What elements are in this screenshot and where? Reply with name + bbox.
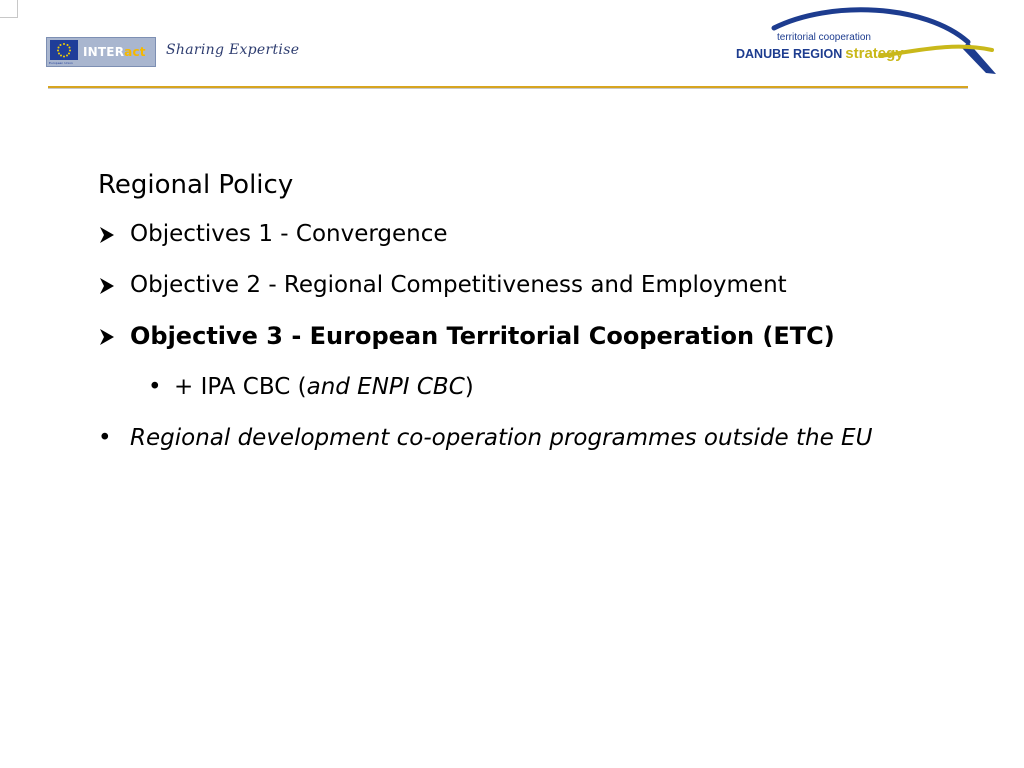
danube-region-strategy-logo (730, 6, 1000, 78)
slide-content (98, 168, 978, 475)
interact-wordmark-inter: INTER (83, 45, 125, 59)
list-item (148, 373, 978, 401)
arrow-bullet-icon (98, 322, 116, 346)
list-item-text-end: ) (464, 374, 474, 400)
arrow-bullet-icon (98, 271, 116, 295)
danube-region-label: DANUBE REGION (736, 47, 843, 61)
bullet-icon: • (148, 374, 162, 400)
bullet-icon: • (98, 425, 112, 451)
list-item-text: Objective 2 - Regional Competitiveness and Employment (130, 272, 787, 298)
interact-logo (46, 37, 156, 67)
header-rule-shadow (48, 88, 968, 89)
list-item (98, 424, 978, 452)
corner-mark (0, 0, 18, 18)
list-item-text: Objectives 1 - Convergence (130, 221, 448, 247)
list-item-text-plain: + IPA CBC ( (174, 374, 307, 400)
interact-wordmark (83, 45, 146, 59)
territorial-cooperation-label: territorial cooperation (777, 32, 871, 43)
arrow-bullet-icon (98, 220, 116, 244)
list-item-text: Regional development co-operation programmes outside the EU (130, 425, 873, 451)
eu-caption: European Union (49, 61, 73, 65)
interact-wordmark-act: act (124, 45, 146, 59)
list-item-text-italic: and ENPI CBC (306, 374, 465, 400)
list-item (98, 322, 978, 350)
strategy-label: strategy (845, 45, 904, 62)
list-item-text (174, 374, 474, 400)
tagline: Sharing Expertise (166, 42, 300, 58)
list-item (98, 271, 978, 299)
list-item-text: Objective 3 - European Territorial Cooperation (ETC) (130, 322, 835, 350)
list-item (98, 220, 978, 248)
danube-logo-wordmark (736, 43, 904, 62)
eu-flag-icon (50, 40, 78, 60)
slide-title: Regional Policy (98, 170, 294, 200)
